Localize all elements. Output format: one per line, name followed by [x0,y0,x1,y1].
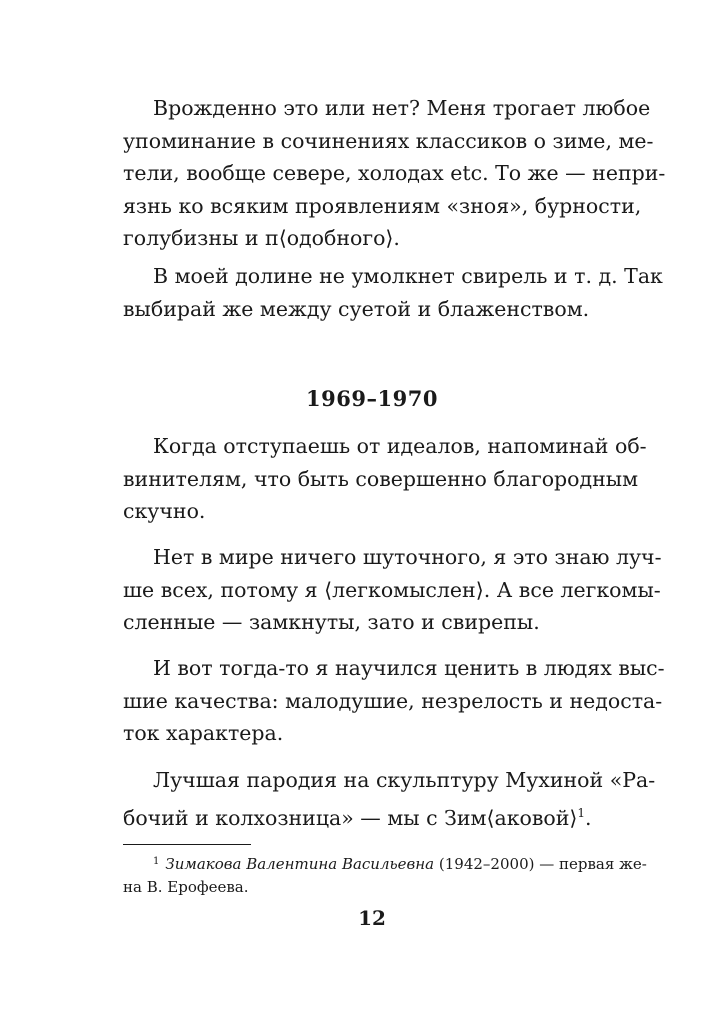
text-line: сленные — замкнуты, зато и свирепы. [123,610,540,634]
paragraph-3 [123,430,647,528]
text-line: упоминание в сочинениях классиков о зиме, ме- [123,128,654,153]
paragraph-2 [123,260,663,325]
text-line: Нет в мире ничего шуточного, я это знаю луч- [153,545,662,569]
footnote-text: (1942–2000) — первая же- [438,855,647,873]
text-line: винителям, что быть совершенно благородным [123,466,639,491]
text-line: язнь ко всяким проявлениям «зноя», бурности, [123,193,642,218]
text-line: ток характера. [123,721,284,745]
footnote [123,850,647,899]
text-line: голубизны и п⟨одобного⟩. [123,226,400,250]
text-line: бочий и колхозница» — мы с Зим⟨аковой⟩ [123,805,578,830]
text-line: Врожденно это или нет? Меня трогает любое [153,96,651,120]
text-line-with-footnote: бочий и колхозница» — мы с Зим⟨аковой⟩$^1$. [123,805,592,830]
paragraph-5 [123,652,665,750]
paragraph-1 [123,92,666,255]
paragraph-6 [123,764,656,834]
footnote-name: Зимакова Валентина Васильевна [165,855,435,873]
text-line: В моей долине не умолкнет свирель и т. д. Так [153,264,663,288]
text-line: скучно. [123,499,206,523]
text-line: Лучшая пародия на скульптуру Мухиной «Ра- [153,768,656,792]
text-line: ше всех, потому я ⟨легкомыслен⟩. А все легкомы- [123,577,661,602]
text-line: Когда отступаешь от идеалов, напоминай об- [153,434,647,458]
text-line: тели, вообще севере, холодах etc. То же — непри- [123,161,666,185]
text-line: И вот тогда-то я научился ценить в людях выс- [153,656,665,680]
footnote-line [123,850,647,876]
footnote-divider [123,844,251,845]
footnote-marker: 1 [153,856,160,867]
footnote-reference[interactable]: 1 [577,805,586,820]
page-number: 12 [358,906,386,930]
footnote-line: на В. Ерофеева. [123,878,249,896]
text-line: шие качества: малодушие, незрелость и недоста- [123,688,663,713]
section-heading: 1969–1970 [306,386,438,411]
paragraph-4 [123,541,662,639]
text-line: выбирай же между суетой и блаженством. [123,296,590,321]
